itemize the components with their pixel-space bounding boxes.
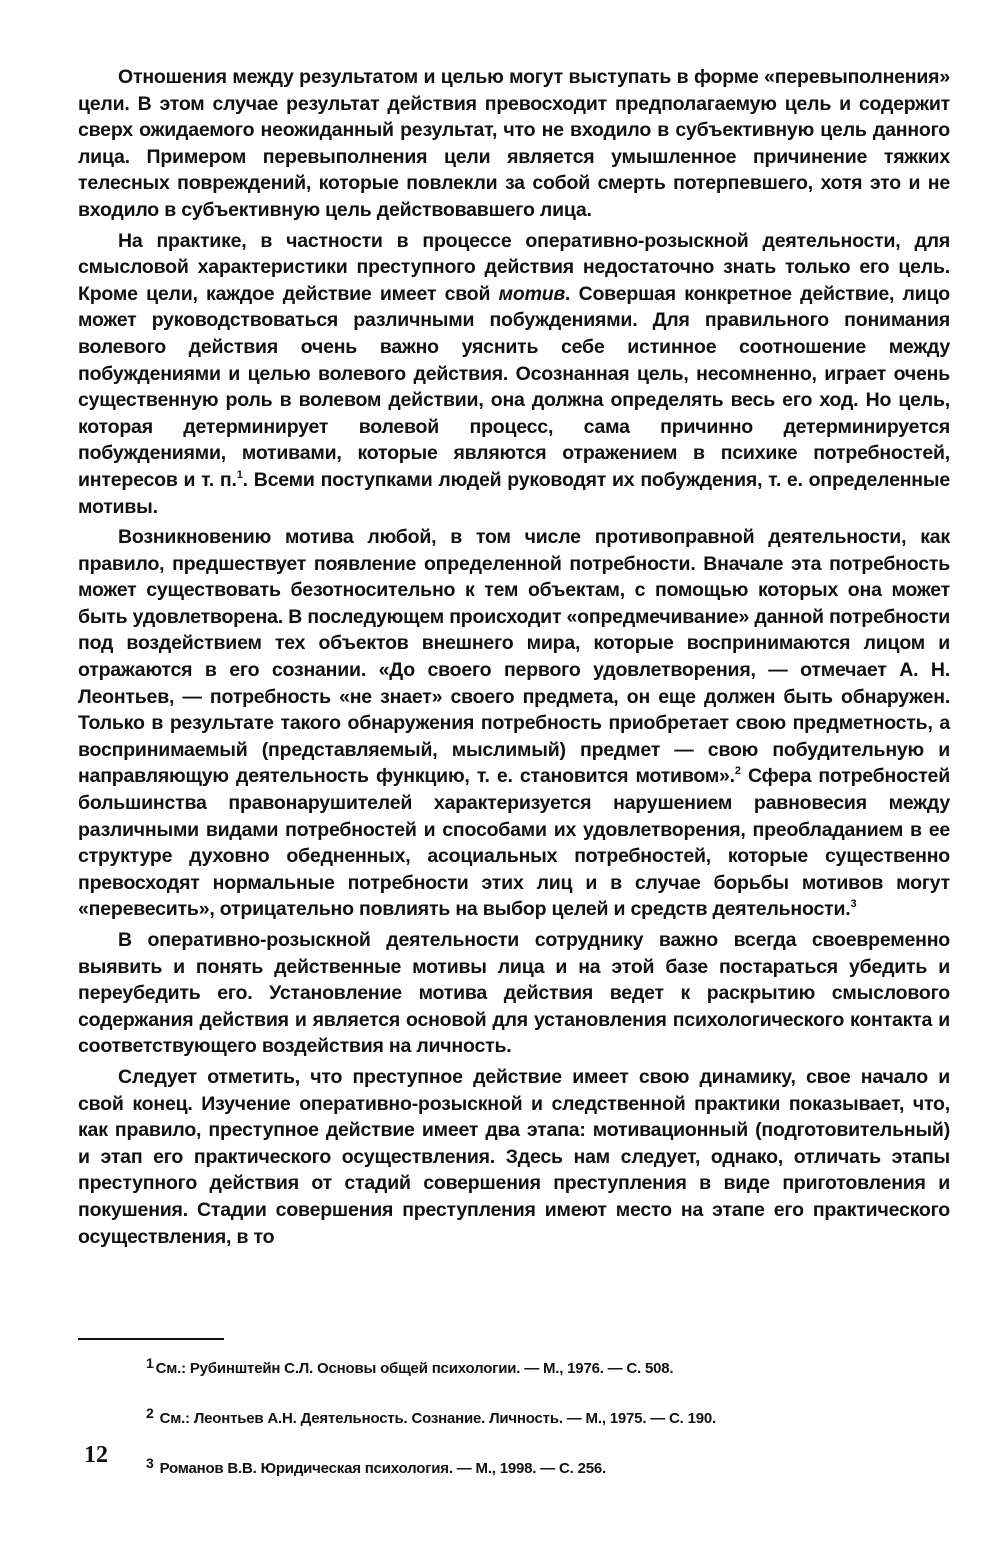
footnote-2-text: См.: Леонтьев А.Н. Деятельность. Сознание. Личность. — М., 1975. — С. 190.: [159, 1410, 716, 1427]
footnote-1-text: См.: Рубинштейн С.Л. Основы общей психологии. — М., 1976. — С. 508.: [155, 1360, 674, 1377]
footnotes: [146, 1352, 946, 1502]
paragraph-2: [78, 228, 950, 521]
footnote-3-text: Романов В.В. Юридическая психология. — М., 1998. — С. 256.: [159, 1460, 606, 1477]
paragraph-3-part1: Возникновению мотива любой, в том числе противоправной деятельности, как правило, предшествует появление определенной потребности. Вначале эта потребность может существовать безотносительно к тем объектам, с помощью которых она может быть удовлетворена. В последующем происходит «опредмечивание» данной потребности под воздействием тех объектов внешнего мира, которые воспринимаются лицом и отражаются в его сознании. «До своего первого удовлетворения, — отмечает А. Н. Леонтьев, — потребность «не знает» своего предмета, он еще должен быть обнаружен. Только в результате такого обнаружения потребность приобретает свою предметность, а воспринимаемый (представляемый, мыслимый) предмет — свою побудительную и направляющую деятельность функцию, т. е. становится мотивом».: [78, 526, 950, 788]
footnote-1-number: 1: [146, 1355, 154, 1371]
footnote-3-number: 3: [146, 1455, 154, 1471]
footnote-ref-3: 3: [850, 898, 857, 911]
paragraph-3-part2: Сфера потребностей большинства правонарушителей характеризуется нарушением равновесия между различными видами потребностей и способами их удовлетворения, преобладанием в ее структуре духовно обедненных, асоциальных потребностей, которые существенно превосходят нормальные потребности этих лиц и в случае борьбы мотивов могут «перевесить», отрицательно повлиять на выбор целей и средств деятельности.: [78, 765, 950, 921]
footnote-3: [146, 1452, 946, 1480]
footnote-ref-1: 1: [236, 468, 243, 481]
paragraph-2-part2: . Совершая конкретное действие, лицо может руководствоваться различными побуждениями. Для правильного понимания волевого действия очень важно уяснить себе истинное соотношение между побуждениями и целью волевого действия. Осознанная цель, несомненно, играет очень существенную роль в волевом действии, она должна определять весь его ход. Но цель, которая детерминирует волевой процесс, сама причинно детерминируется побуждениями, мотивами, которые являются отражением в психике потребностей, интересов и т. п.: [78, 282, 951, 491]
paragraph-4: [78, 927, 950, 1060]
paragraph-5-text: Следует отметить, что преступное действие имеет свою динамику, свое начало и свой конец. Изучение оперативно-розыскной и следственной практики показывает, что, как правило, преступное действие имеет два этапа: мотивационный (подготовительный) и этап его практического осуществления. Здесь нам следует, однако, отличать этапы преступного действия от стадий совершения преступления в виде приготовления и покушения. Стадии совершения преступления имеют место на этапе его практического осуществления, в то: [78, 1065, 950, 1248]
footnote-ref-2: 2: [734, 765, 741, 778]
footnote-2-number: 2: [146, 1405, 154, 1421]
paragraph-2-part1: На практике, в частности в процессе оперативно-розыскной деятельности, для смысловой характеристики преступного действия недостаточно знать только его цель. Кроме цели, каждое действие имеет свой: [78, 229, 950, 305]
page-number: 12: [84, 1442, 108, 1468]
paragraph-1-text: Отношения между результатом и целью могут выступать в форме «перевыполнения» цели. В этом случае результат действия превосходит предполагаемую цель и содержит сверх ожидаемого неожиданный результат, что не входило в субъективную цель данного лица. Примером перевыполнения цели является умышленное причинение тяжких телесных повреждений, которые повлекли за собой смерть потерпевшего, хотя это и не входило в субъективную цель действовавшего лица.: [78, 66, 950, 221]
footnote-2: [146, 1402, 946, 1430]
paragraph-2-part3: . Всеми поступками людей руководят их побуждения, т. е. определенные мотивы.: [78, 468, 950, 518]
paragraph-5: [78, 1064, 950, 1250]
footnote-divider: [78, 1338, 224, 1340]
emphasis-motive: мотив: [498, 282, 566, 305]
paragraph-3: [78, 524, 950, 923]
footnote-1: [146, 1352, 946, 1380]
paragraph-1: [78, 64, 950, 224]
main-text: [78, 64, 950, 1254]
paragraph-4-text: В оперативно-розыскной деятельности сотруднику важно всегда своевременно выявить и понять действенные мотивы лица и на этой базе постараться убедить и переубедить его. Установление мотива действия ведет к раскрытию смыслового содержания действия и является основой для установления психологического контакта и соответствующего воздействия на личность.: [78, 929, 950, 1058]
